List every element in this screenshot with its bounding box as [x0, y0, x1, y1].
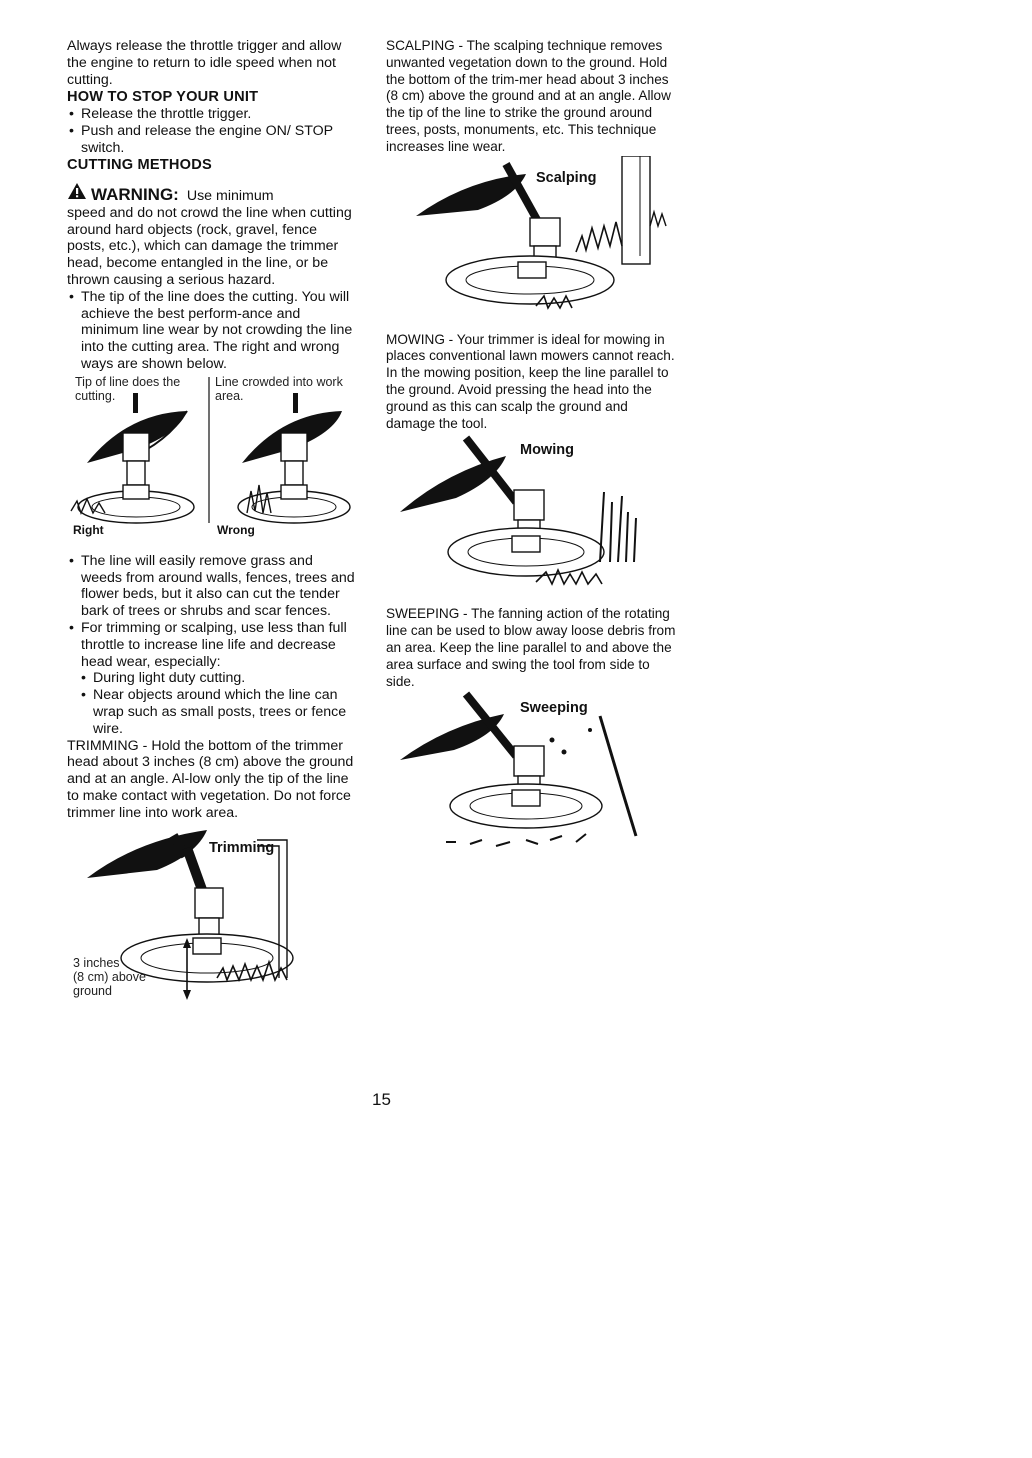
- scalping-figure: [386, 156, 676, 332]
- wrong-caption: Line crowded into work area.: [215, 374, 343, 403]
- trimming-label: Trimming: [209, 839, 275, 856]
- page-number: 15: [372, 1090, 391, 1109]
- mowing-illustration: [386, 432, 676, 606]
- mowing-text: MOWING - Your trimmer is ideal for mowing in places conventional lawn mowers cannot reach. In the mowing position, keep the line parallel to the ground. Avoid pressing the head into the ground as this can scalp the ground and damage the tool.: [386, 331, 675, 431]
- warning-icon: [67, 182, 87, 200]
- right-caption: Tip of line does the cutting.: [75, 374, 181, 403]
- trimming-note: 3 inches (8 cm) above ground: [73, 955, 146, 998]
- sweeping-illustration: [386, 690, 676, 866]
- wrong-label: Wrong: [217, 522, 255, 537]
- sweeping-label: Sweeping: [520, 700, 588, 717]
- warning-text-start: Use minimum: [186, 187, 274, 204]
- stop-item: • Push and release the engine ON/ STOP switch.: [67, 123, 357, 157]
- mowing-figure: [386, 432, 676, 606]
- right-wrong-illustration: [67, 373, 357, 549]
- intro-text: Always release the throttle trigger and allow the engine to return to idle speed when not cutting.: [67, 38, 342, 88]
- trimming-text: TRIMMING - Hold the bottom of the trimmer head about 3 inches (8 cm) above the ground and at an angle. Al-low only the tip of the line to make contact with vegetation. Do not force trimmer line into work area.: [67, 737, 354, 821]
- scalping-illustration: [386, 156, 676, 332]
- sub-item: • During light duty cutting.: [67, 670, 357, 687]
- methods-heading: CUTTING METHODS: [67, 156, 212, 173]
- stop-heading: HOW TO STOP YOUR UNIT: [67, 89, 259, 106]
- bullet-grass: • The line will easily remove grass and weeds from around walls, fences, trees and flower beds, but it also can cut the tender bark of trees or shrubs and scar fences.: [67, 553, 357, 620]
- warning-word: WARNING:: [91, 184, 179, 204]
- warning-text: speed and do not crowd the line when cutting around hard objects (rock, gravel, fence posts, etc.), which can damage the trimmer head, become entangled in the line, or be thrown causing a serious hazard.: [67, 204, 352, 288]
- sweeping-text: SWEEPING - The fanning action of the rotating line can be used to blow away loose debris from an area. Keep the line parallel to and above the area surface and swing the tool from side to side.: [386, 606, 676, 689]
- trimming-figure: [67, 828, 357, 1004]
- sub-item: • Near objects around which the line can wrap such as small posts, trees or fence wire.: [67, 687, 357, 737]
- bullet-tip: • The tip of the line does the cutting. You will achieve the best perform-ance and minimum line wear by not crowding the line into the cutting area. The right and wrong ways are shown below.: [67, 289, 357, 373]
- left-column: [67, 38, 357, 1004]
- right-wrong-figure: [67, 373, 357, 549]
- stop-item: • Release the throttle trigger.: [67, 106, 357, 123]
- warning-line: [67, 182, 357, 205]
- scalping-text: SCALPING - The scalping technique removes unwanted vegetation down to the ground. Hold the bottom of the trim-mer head about 3 inches (8 cm) above the ground and at an angle. Allow the tip of the line to strike the ground around trees, posts, monuments, etc. This technique increases line wear.: [386, 38, 671, 154]
- mowing-label: Mowing: [520, 442, 574, 459]
- bullet-throttle: • For trimming or scalping, use less than full throttle to increase line life and decrease head wear, especially:: [67, 620, 357, 670]
- scalping-label: Scalping: [536, 169, 597, 186]
- right-column: [386, 38, 676, 866]
- sweeping-figure: [386, 690, 676, 866]
- right-label: Right: [73, 522, 104, 537]
